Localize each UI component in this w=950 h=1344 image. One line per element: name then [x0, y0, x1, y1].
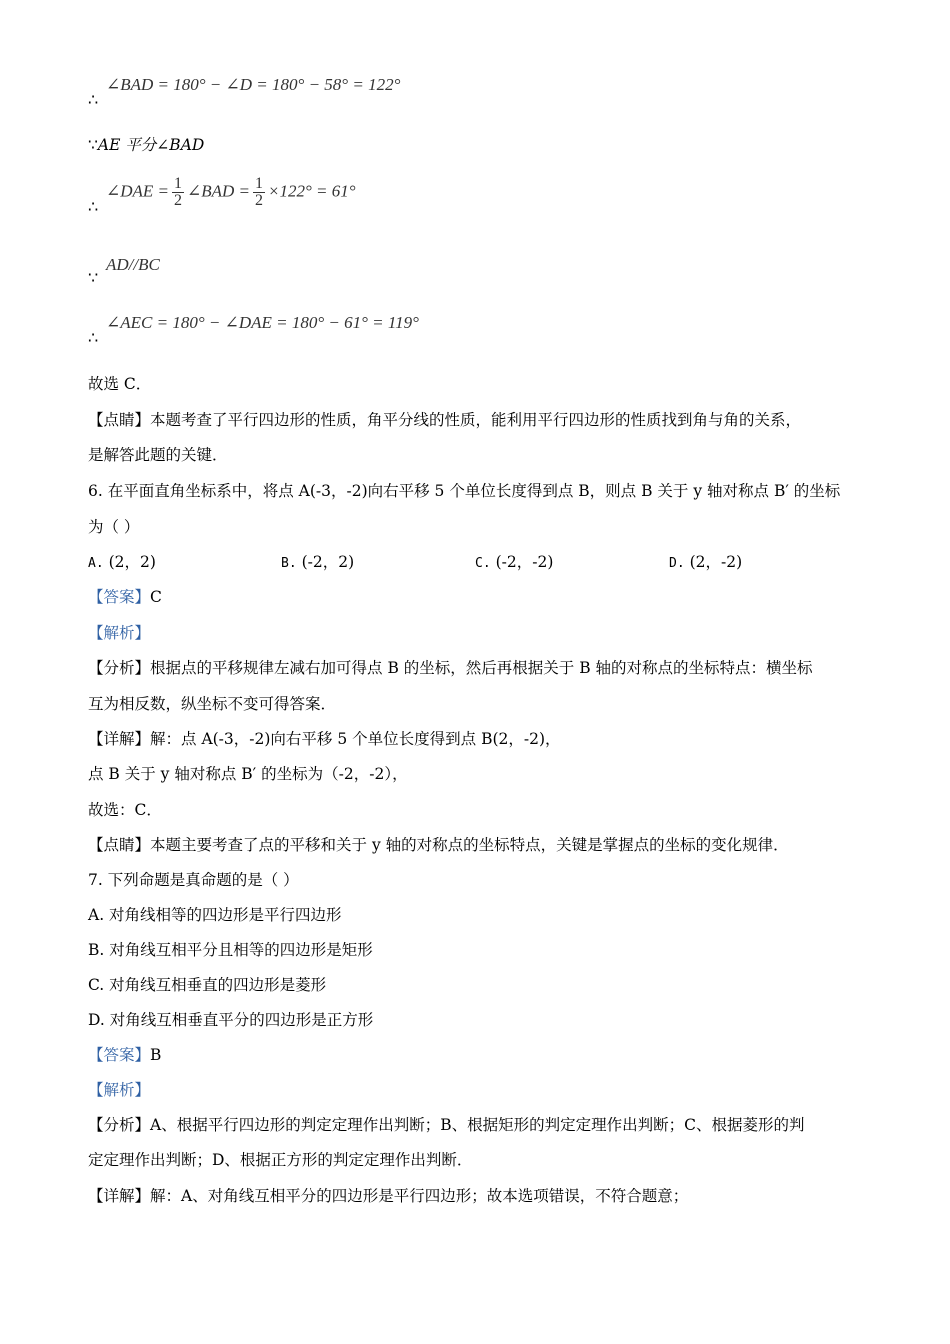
q6-xiangjie-line1: [88, 728, 561, 750]
q6-fenxi-line2: 互为相反数，纵坐标不变可得答案．: [88, 695, 337, 713]
fenxi-tag: 【分析】: [88, 1116, 151, 1134]
dianjing-tag: 【点睛】: [88, 836, 151, 854]
q6-stem-line2: 为（ ）: [88, 518, 140, 536]
q6-option-a: [88, 551, 156, 575]
option-label: D.: [669, 556, 685, 571]
answer-value: B: [150, 1046, 162, 1064]
option-label: A.: [88, 556, 104, 571]
q5-note-line2: 是解答此题的关键．: [88, 446, 228, 464]
dae-suffix: ×122° = 61°: [268, 181, 356, 201]
fenxi-text: A、根据平行四边形的判定定理作出判断；B、根据矩形的判定定理作出判断；C、根据菱形的判: [150, 1116, 805, 1134]
q6-option-d: [669, 551, 742, 575]
q7-stem: 7. 下列命题是真命题的是（ ）: [88, 871, 299, 889]
because-symbol: ∵: [88, 268, 99, 287]
option-label: B.: [281, 556, 297, 571]
option-text: (-2，2): [301, 553, 355, 571]
q7-option-d: D. 对角线互相垂直平分的四边形是正方形: [88, 1011, 374, 1029]
q7-fenxi-line1: [88, 1114, 804, 1136]
fenxi-text: 根据点的平移规律左减右加可得点 B 的坐标，然后再根据关于 B 轴的对称点的坐标特点：横坐标: [150, 659, 813, 677]
therefore-symbol: ∴: [88, 90, 99, 109]
dianjing-text: 本题主要考查了点的平移和关于 y 轴的对称点的坐标特点，关键是掌握点的坐标的变化规律．: [150, 836, 789, 854]
q6-answer: [88, 586, 162, 608]
q6-stem-line1: 6. 在平面直角坐标系中，将点 A(-3，-2)向右平移 5 个单位长度得到点 B，则点 B 关于 y 轴对称点 B′ 的坐标: [88, 482, 841, 500]
choose-c-line: 故选 C．: [88, 375, 152, 393]
xiangjie-text: 解：A、对角线互相平分的四边形是平行四边形；故本选项错误，不符合题意；: [150, 1187, 689, 1205]
dae-prefix: ∠DAE =: [106, 181, 170, 201]
fraction-half-1: [172, 176, 184, 209]
fraction-half-2: [253, 176, 265, 209]
q7-analysis-tag: 【解析】: [88, 1081, 151, 1099]
fenxi-tag: 【分析】: [88, 659, 151, 677]
option-text: (2，-2): [689, 553, 743, 571]
xiangjie-tag: 【详解】: [88, 730, 151, 748]
q6-option-b: [281, 551, 354, 575]
answer-value: C: [150, 588, 162, 606]
q7-fenxi-line2: 定定理作出判断；D、根据正方形的判定定理作出判断．: [88, 1151, 473, 1169]
q6-dianjing: [88, 834, 789, 856]
fraction-denominator: 2: [255, 192, 264, 209]
q6-analysis-tag: 【解析】: [88, 624, 151, 642]
answer-tag: 【答案】: [88, 1046, 151, 1064]
q6-fenxi-line1: [88, 657, 813, 679]
q7-xiangjie-line1: [88, 1185, 688, 1207]
fraction-denominator: 2: [174, 192, 183, 209]
xiangjie-tag: 【详解】: [88, 1187, 151, 1205]
step-bad-expression: ∠BAD = 180° − ∠D = 180° − 58° = 122°: [106, 75, 401, 94]
option-label: C.: [475, 556, 491, 571]
therefore-symbol: ∴: [88, 197, 99, 216]
step-bisector-text: AE 平分∠BAD: [97, 136, 205, 154]
dae-middle: ∠BAD =: [187, 181, 251, 201]
q5-note-line1: [88, 409, 801, 431]
option-text: (2，2): [108, 553, 156, 571]
q6-xiangjie-line2: 点 B 关于 y 轴对称点 B′ 的坐标为（-2，-2），: [88, 765, 408, 783]
answer-tag: 【答案】: [88, 588, 151, 606]
q6-option-c: [475, 551, 553, 575]
fraction-numerator: 1: [255, 175, 264, 192]
note-tag: 【点睛】: [88, 411, 151, 429]
step-bisector-line: [88, 134, 204, 156]
note-text: 本题考查了平行四边形的性质，角平分线的性质，能利用平行四边形的性质找到角与角的关系，: [150, 411, 802, 429]
step-parallel-expression: AD//BC: [106, 255, 160, 274]
xiangjie-text: 解：点 A(-3，-2)向右平移 5 个单位长度得到点 B(2，-2)，: [150, 730, 561, 748]
q7-option-c: C. 对角线互相垂直的四边形是菱形: [88, 976, 327, 994]
q7-option-a: A. 对角线相等的四边形是平行四边形: [88, 906, 342, 924]
therefore-symbol: ∴: [88, 328, 99, 347]
q7-answer: [88, 1044, 161, 1066]
option-text: (-2，-2): [495, 553, 554, 571]
q6-xiangjie-line3: 故选：C．: [88, 801, 162, 819]
step-dae-expression: [106, 176, 356, 209]
step-aec-expression: ∠AEC = 180° − ∠DAE = 180° − 61° = 119°: [106, 313, 419, 332]
because-symbol: ∵: [88, 136, 98, 154]
fraction-numerator: 1: [174, 175, 183, 192]
q7-option-b: B. 对角线互相平分且相等的四边形是矩形: [88, 941, 373, 959]
